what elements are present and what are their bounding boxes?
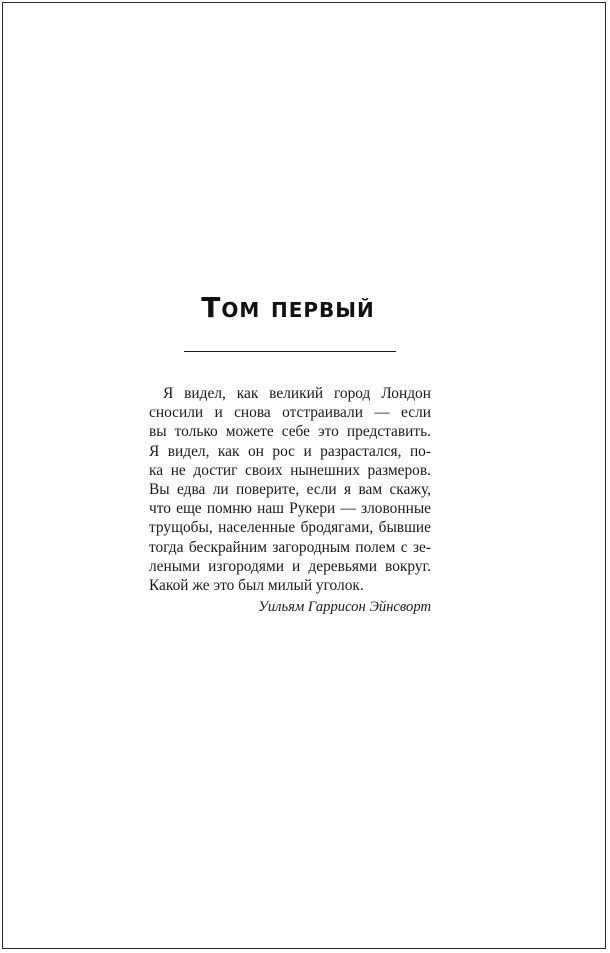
epigraph-line: Вы едва ли поверите, если я вам скажу, bbox=[149, 481, 431, 499]
epigraph-line: Я видел, как великий город Лондон bbox=[163, 385, 431, 402]
title-divider bbox=[184, 351, 396, 352]
epigraph bbox=[149, 384, 431, 595]
epigraph-line: что еще помню наш Рукери — зловонные bbox=[149, 500, 431, 518]
epigraph-line: ка не достиг своих нынешних размеров. bbox=[149, 461, 431, 479]
epigraph-line: Какой же это был милый уголок. bbox=[149, 577, 364, 595]
epigraph-line: трущобы, населенные бродягами, бывшие bbox=[149, 519, 431, 537]
epigraph-author: Уильям Гаррисон Эйнсворт bbox=[258, 599, 431, 615]
epigraph-line: Я видел, как он рос и разрастался, по- bbox=[149, 442, 431, 460]
book-page bbox=[2, 2, 606, 949]
epigraph-line: вы только можете себе это представить. bbox=[149, 423, 431, 441]
epigraph-line: леными изгородями и деревьями вокруг. bbox=[149, 557, 431, 575]
epigraph-line: тогда бескрайним загородным полем с зе- bbox=[149, 538, 431, 556]
epigraph-line: сносили и снова отстраивали — если bbox=[149, 404, 431, 422]
volume-title: Том первый bbox=[201, 291, 375, 324]
